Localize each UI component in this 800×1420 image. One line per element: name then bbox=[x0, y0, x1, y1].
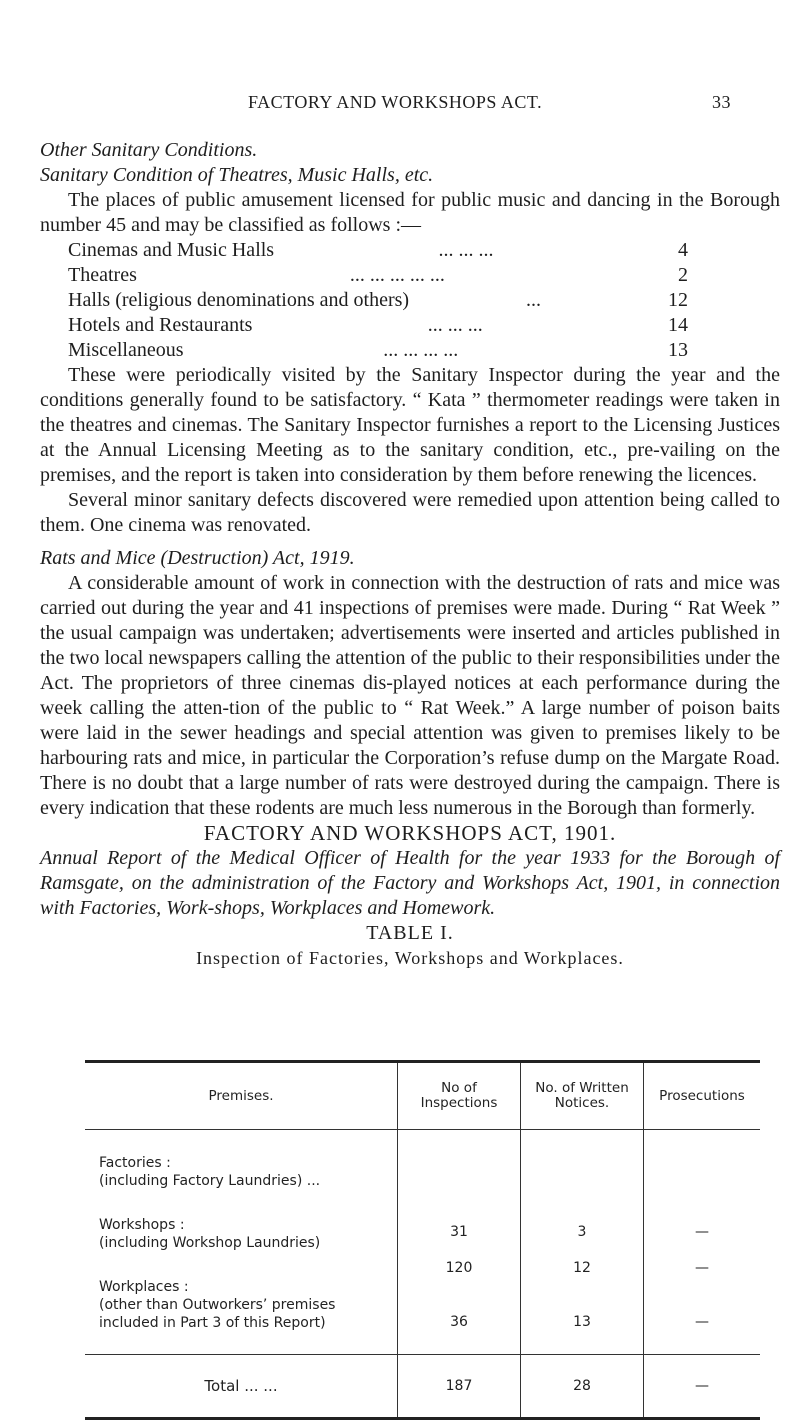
leader-dots: ... bbox=[526, 289, 542, 311]
sanitary-paragraph-2: Several minor sanitary defects discovered were remedied upon attention being called to them. One cinema was renovated. bbox=[40, 489, 780, 536]
classification-label: Halls (religious denominations and others) bbox=[68, 289, 410, 311]
classification-item bbox=[68, 338, 688, 363]
inspections-value: 36 bbox=[450, 1314, 468, 1330]
prosecutions-value: — bbox=[695, 1260, 709, 1276]
classification-item bbox=[68, 313, 688, 338]
notices-value: 13 bbox=[573, 1314, 591, 1330]
table-total-row bbox=[85, 1355, 760, 1419]
body-text bbox=[40, 138, 780, 971]
classification-count: 14 bbox=[668, 314, 688, 336]
leader-dots: ... ... ... bbox=[427, 314, 483, 336]
premises-line: Workshops : bbox=[99, 1217, 185, 1233]
premises-line: (other than Outworkers’ premises bbox=[99, 1297, 336, 1313]
classification-label: Miscellaneous bbox=[68, 339, 184, 361]
classification-label: Hotels and Restaurants bbox=[68, 314, 253, 336]
prosecutions-cell bbox=[644, 1130, 761, 1355]
total-notices: 28 bbox=[521, 1355, 644, 1419]
table-label: TABLE I. bbox=[366, 922, 454, 944]
premises-line: (including Workshop Laundries) bbox=[99, 1235, 321, 1251]
inspections-cell bbox=[398, 1130, 521, 1355]
premises-line: included in Part 3 of this Report) bbox=[99, 1315, 326, 1331]
classification-count: 2 bbox=[677, 264, 688, 286]
classification-label: Cinemas and Music Halls bbox=[68, 239, 275, 261]
factory-heading: FACTORY AND WORKSHOPS ACT, 1901. bbox=[203, 821, 617, 845]
premises-cell bbox=[85, 1130, 398, 1355]
classification-item bbox=[68, 263, 688, 288]
header-premises: Premises. bbox=[85, 1062, 398, 1130]
premises-line: Workplaces : bbox=[99, 1279, 189, 1295]
classification-count: 13 bbox=[668, 339, 688, 361]
table-body-row bbox=[85, 1130, 760, 1355]
sanitary-intro: The places of public amusement licensed for public music and dancing in the Borough number 45 and may be classified as follows :— bbox=[40, 189, 780, 236]
running-head-title: FACTORY AND WORKSHOPS ACT. bbox=[248, 92, 543, 112]
inspections-value: 31 bbox=[450, 1224, 468, 1240]
sanitary-heading: Other Sanitary Conditions. bbox=[40, 139, 258, 161]
notices-cell bbox=[521, 1130, 644, 1355]
premises-line: (including Factory Laundries) ... bbox=[99, 1173, 321, 1189]
header-prosecutions: Prosecutions bbox=[644, 1062, 761, 1130]
notices-value: 12 bbox=[573, 1260, 591, 1276]
leader-dots: ... ... ... ... bbox=[383, 339, 459, 361]
header-inspections: No of Inspections bbox=[398, 1062, 521, 1130]
report-title: Annual Report of the Medical Officer of Health for the year 1933 for the Borough of Ramsgate, on the administration of the Factory and Workshops Act, 1901, in connection with Factories, Work-shops, Workplaces and Homework. bbox=[40, 847, 780, 919]
classification-item bbox=[68, 238, 688, 263]
classification-label: Theatres bbox=[68, 264, 137, 286]
inspection-table bbox=[85, 1060, 760, 1420]
sanitary-paragraph-1: These were periodically visited by the Sanitary Inspector during the year and the conditions generally found to be satisfactory. “ Kata ” thermometer readings were taken in the theatres and cinemas. The Sanitary Inspector furnishes a report to the Licensing Justices at the Annual Licensing Meeting as to the sanitary condition, etc., pre-vailing on the premises, and the report is taken into consideration by them before renewing the licences. bbox=[40, 364, 780, 486]
prosecutions-value: — bbox=[695, 1224, 709, 1240]
inspections-value: 120 bbox=[445, 1260, 473, 1276]
table-header-row bbox=[85, 1062, 760, 1130]
classification-count: 12 bbox=[667, 289, 688, 311]
leader-dots: ... ... ... bbox=[438, 239, 494, 261]
classification-count: 4 bbox=[678, 239, 688, 261]
premises-line: Factories : bbox=[99, 1155, 171, 1171]
table-caption: Inspection of Factories, Workshops and Workplaces. bbox=[196, 948, 624, 968]
header-notices: No. of Written Notices. bbox=[521, 1062, 644, 1130]
leader-dots: ... ... ... ... ... bbox=[349, 264, 445, 286]
total-prosecutions: — bbox=[644, 1355, 761, 1419]
classification-item bbox=[68, 288, 688, 313]
prosecutions-value: — bbox=[695, 1314, 709, 1330]
sanitary-subheading: Sanitary Condition of Theatres, Music Halls, etc. bbox=[40, 164, 434, 186]
classification-list bbox=[68, 238, 688, 363]
rats-heading: Rats and Mice (Destruction) Act, 1919. bbox=[40, 547, 355, 569]
total-inspections: 187 bbox=[398, 1355, 521, 1419]
rats-paragraph: A considerable amount of work in connection with the destruction of rats and mice was carried out during the year and 41 inspections of premises were made. During “ Rat Week ” the usual campaign was undertaken; advertisements were inserted and articles published in the two local newspapers calling the attention of the public to their responsibilities under the Act. The proprietors of three cinemas dis-played notices at each performance during the week calling the atten-tion of the public to “ Rat Week.” A large number of poison baits were laid in the sewer headings and special attention was given to premises likely to be harbouring rats and mice, in particular the Corporation’s refuse dump on the Margate Road. There is no doubt that a large number of rats were destroyed during the campaign. There is every indication that these rodents are much less numerous in the Borough than formerly. bbox=[40, 572, 780, 819]
total-label: Total ... ... bbox=[85, 1355, 398, 1419]
notices-value: 3 bbox=[577, 1224, 587, 1240]
page-number: 33 bbox=[712, 92, 731, 112]
